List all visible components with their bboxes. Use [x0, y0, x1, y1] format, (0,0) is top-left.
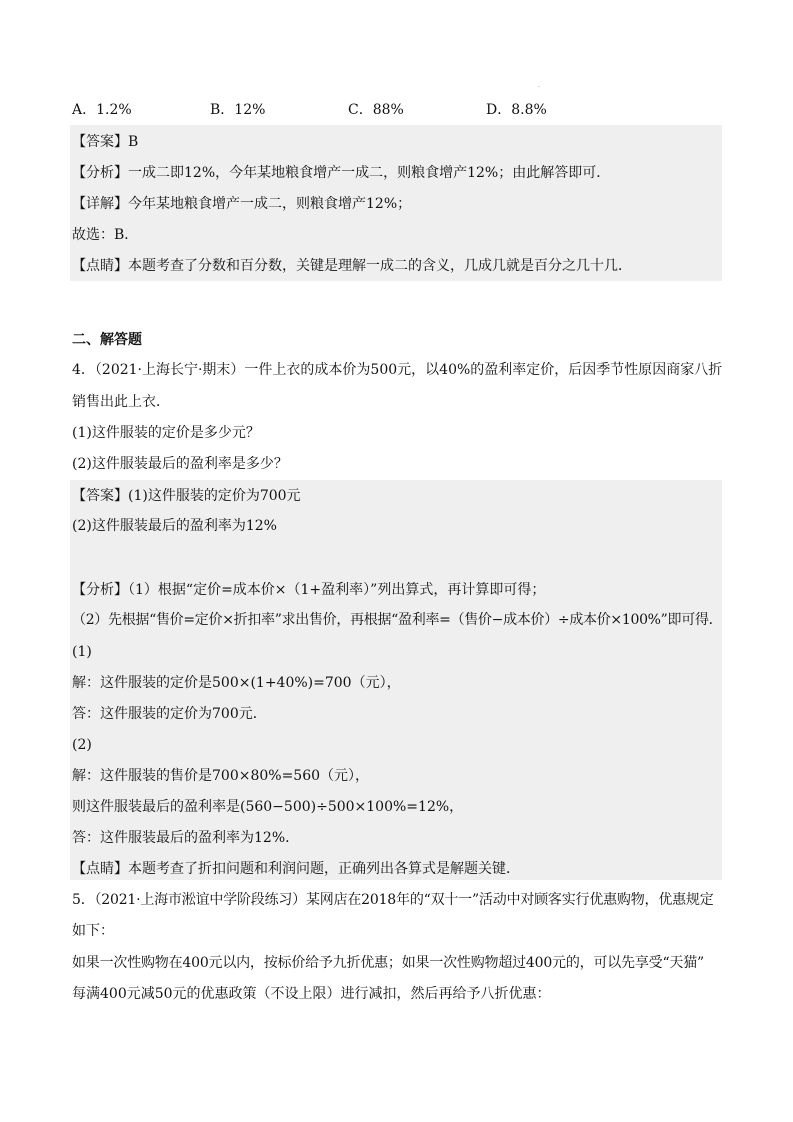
- q4-sub-question-1: (1)这件服装的定价是多少元？: [72, 425, 260, 441]
- q4-analysis-2: （2）先根据“售价=定价×折扣率”求出售价，再根据“盈利率=（售价−成本价）÷成本价×100%”即可得．: [72, 612, 723, 628]
- section-title: 二、解答题: [72, 332, 142, 348]
- q5-stem-line-1: 5．（2021·上海市淞谊中学阶段练习）某网店在2018年的“双十一”活动中对顾客实行优惠购物，优惠规定: [72, 892, 714, 908]
- q4-part1-answer: 答：这件服装的定价为700元．: [72, 706, 267, 722]
- q4-part2-profit: 则这件服装最后的盈利率是(560−500)÷500×100%=12%，: [72, 799, 464, 815]
- q3-analysis: 【分析】一成二即12%，今年某地粮食增产一成二，则粮食增产12%；由此解答即可．: [72, 165, 611, 181]
- q4-stem-line-2: 销售出此上衣．: [72, 394, 170, 410]
- q4-answer-1: 【答案】(1)这件服装的定价为700元: [72, 488, 301, 504]
- q3-answer: 【答案】B: [72, 134, 139, 150]
- q4-comment: 【点睛】本题考查了折扣问题和利润问题，正确列出各算式是解题关键．: [72, 861, 520, 877]
- q3-comment: 【点睛】本题考查了分数和百分数，关键是理解一成二的含义，几成几就是百分之几十几．: [72, 258, 632, 274]
- option-c: C．88%: [348, 102, 404, 118]
- q4-answer-2: (2)这件服装最后的盈利率为12%: [72, 518, 277, 534]
- q4-part2-answer: 答：这件服装最后的盈利率为12%．: [72, 830, 300, 846]
- option-d: D．8.8%: [486, 102, 547, 118]
- q3-choice: 故选：B．: [72, 227, 139, 243]
- scan-mark: ·: [538, 84, 540, 91]
- q4-part1-label: (1): [72, 644, 92, 660]
- option-a: A．1.2%: [72, 102, 132, 118]
- q4-stem-line-1: 4．（2021·上海长宁·期末）一件上衣的成本价为500元，以40%的盈利率定价，后因季节性原因商家八折: [72, 362, 723, 378]
- q5-rule-line-2: 每满400元减50元的优惠政策（不设上限）进行减扣，然后再给予八折优惠：: [72, 986, 551, 1002]
- q4-part2-label: (2): [72, 737, 92, 753]
- q3-options: [72, 97, 712, 123]
- option-b: B．12%: [210, 102, 266, 118]
- q3-detail: 【详解】今年某地粮食增产一成二，则粮食增产12%；: [72, 196, 412, 212]
- q4-analysis-1: 【分析】（1）根据“定价=成本价×（1+盈利率）”列出算式，再计算即可得；: [72, 582, 546, 598]
- q5-rule-line-1: 如果一次性购物在400元以内，按标价给予九折优惠；如果一次性购物超过400元的，可以先享受“天猫”: [72, 955, 704, 971]
- q4-part1-solution: 解：这件服装的定价是500×(1+40%)=700（元），: [72, 675, 401, 691]
- q5-stem-line-2: 如下：: [72, 923, 114, 939]
- q4-sub-question-2: (2)这件服装最后的盈利率是多少？: [72, 456, 288, 472]
- q4-part2-solution: 解：这件服装的售价是700×80%=560（元），: [72, 768, 370, 784]
